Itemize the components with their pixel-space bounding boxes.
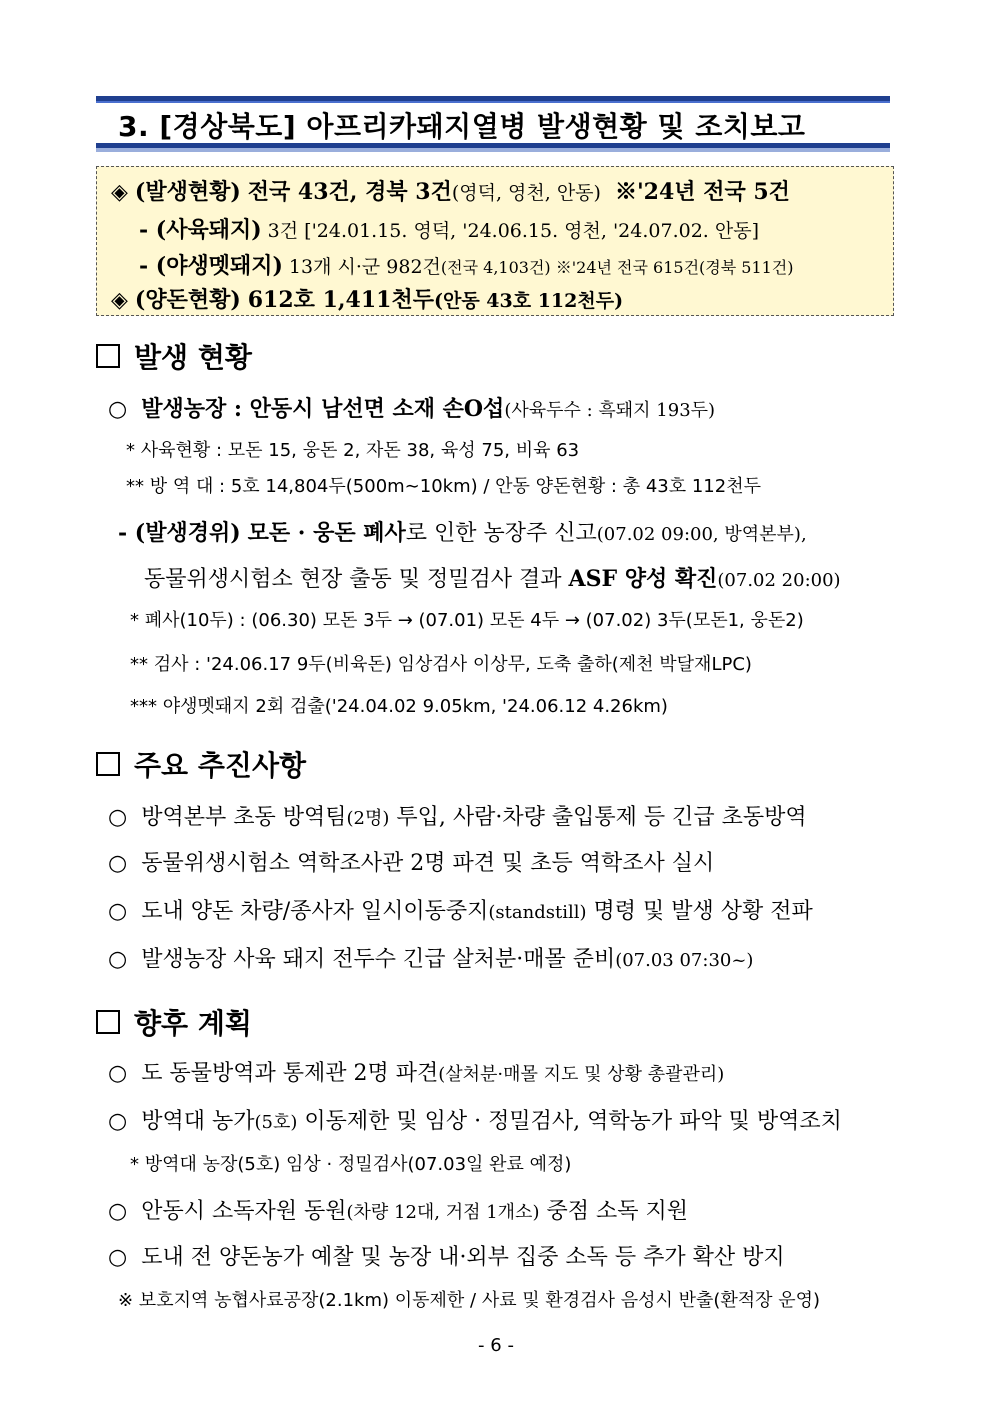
checkbox-square-icon — [96, 1010, 120, 1034]
summary-line-wild-boar: - (야생멧돼지) 13개 시·군 982건(전국 4,103건) ※'24년 전국 615건(경북 511건) — [139, 253, 794, 279]
plan-item-2: ○ 방역대 농가(5호) 이동제한 및 임상 · 정밀검사, 역학농가 파악 및 방역조치 — [108, 1109, 842, 1134]
note-deaths: * 폐사(10두) : (06.30) 모돈 3두 → (07.01) 모돈 4두 → (07.02) 3두(모돈1, 웅돈2) — [130, 610, 804, 631]
action-item-2: ○ 동물위생시험소 역학조사관 2명 파견 및 초등 역학조사 실시 — [108, 851, 715, 876]
circle-bullet-icon: ○ — [108, 397, 128, 422]
summary-line-pig-status: ◈ (양돈현황) 612호 1,411천두(안동 43호 112천두) — [111, 287, 624, 313]
checkbox-square-icon — [96, 344, 120, 368]
title-bar — [96, 96, 890, 148]
circle-bullet-icon: ○ — [108, 1245, 128, 1270]
summary-box — [96, 166, 894, 316]
summary-line-farm-pigs: - (사육돼지) 3건 ['24.01.15. 영덕, '24.06.15. 영천, '24.07.02. 안동] — [139, 217, 759, 243]
circle-bullet-icon: ○ — [108, 805, 128, 830]
circle-bullet-icon: ○ — [108, 851, 128, 876]
note-wild-boar-detection: *** 야생멧돼지 2회 검출('24.04.02 9.05km, '24.06.12 4.26km) — [130, 696, 668, 717]
diamond-icon: ◈ — [111, 288, 128, 313]
summary-line-outbreak: ◈ (발생현황) 전국 43건, 경북 3건(영덕, 영천, 안동) ※'24년 전국 5건 — [111, 179, 790, 205]
outbreak-cause-line-2: 동물위생시험소 현장 출동 및 정밀검사 결과 ASF 양성 확진(07.02 20:00) — [144, 566, 841, 592]
outbreak-cause-line: - (발생경위) 모돈 · 웅돈 폐사로 인한 농장주 신고(07.02 09:00, 방역본부), — [118, 520, 807, 546]
note-zone-inspection: * 방역대 농장(5호) 임상 · 정밀검사(07.03일 완료 예정) — [130, 1154, 572, 1175]
plan-item-1: ○ 도 동물방역과 통제관 2명 파견(살처분·매몰 지도 및 상황 총괄관리) — [108, 1061, 725, 1086]
circle-bullet-icon: ○ — [108, 899, 128, 924]
outbreak-farm-line: ○ 발생농장 : 안동시 남선면 소재 손O섭(사육두수 : 흑돼지 193두) — [108, 396, 716, 422]
page-number: - 6 - — [478, 1335, 514, 1356]
section-key-actions: 주요 추진사항 — [96, 744, 306, 784]
note-protection-zone: ** 방 역 대 : 5호 14,804두(500m∼10km) / 안동 양돈현황 : 총 43호 112천두 — [126, 476, 761, 497]
circle-bullet-icon: ○ — [108, 1199, 128, 1224]
note-inspection: ** 검사 : '24.06.17 9두(비육돈) 임상검사 이상무, 도축 출하(제천 박달재LPC) — [130, 654, 752, 675]
plan-item-3: ○ 안동시 소독자원 동원(차량 12대, 거점 1개소) 중점 소독 지원 — [108, 1199, 688, 1224]
checkbox-square-icon — [96, 752, 120, 776]
circle-bullet-icon: ○ — [108, 1109, 128, 1134]
page-title: 3. [경상북도] 아프리카돼지열병 발생현황 및 조치보고 — [118, 110, 806, 143]
title-shadow — [96, 148, 890, 152]
circle-bullet-icon: ○ — [108, 947, 128, 972]
section-outbreak-status: 발생 현황 — [96, 336, 252, 376]
section-future-plans: 향후 계획 — [96, 1002, 252, 1042]
action-item-3: ○ 도내 양돈 차량/종사자 일시이동중지(standstill) 명령 및 발생 상황 전파 — [108, 899, 813, 924]
diamond-icon: ◈ — [111, 180, 128, 205]
action-item-4: ○ 발생농장 사육 돼지 전두수 긴급 살처분·매몰 준비(07.03 07:30~) — [108, 947, 754, 972]
note-herd-composition: * 사육현황 : 모돈 15, 웅돈 2, 자돈 38, 육성 75, 비육 63 — [126, 440, 580, 461]
plan-item-4: ○ 도내 전 양돈농가 예찰 및 농장 내·외부 집중 소독 등 추가 확산 방지 — [108, 1245, 785, 1270]
note-feed-factory: ※ 보호지역 농협사료공장(2.1km) 이동제한 / 사료 및 환경검사 음성시 반출(환적장 운영) — [118, 1290, 821, 1311]
action-item-1: ○ 방역본부 초동 방역팀(2명) 투입, 사람·차량 출입통제 등 긴급 초동방역 — [108, 805, 807, 830]
circle-bullet-icon: ○ — [108, 1061, 128, 1086]
